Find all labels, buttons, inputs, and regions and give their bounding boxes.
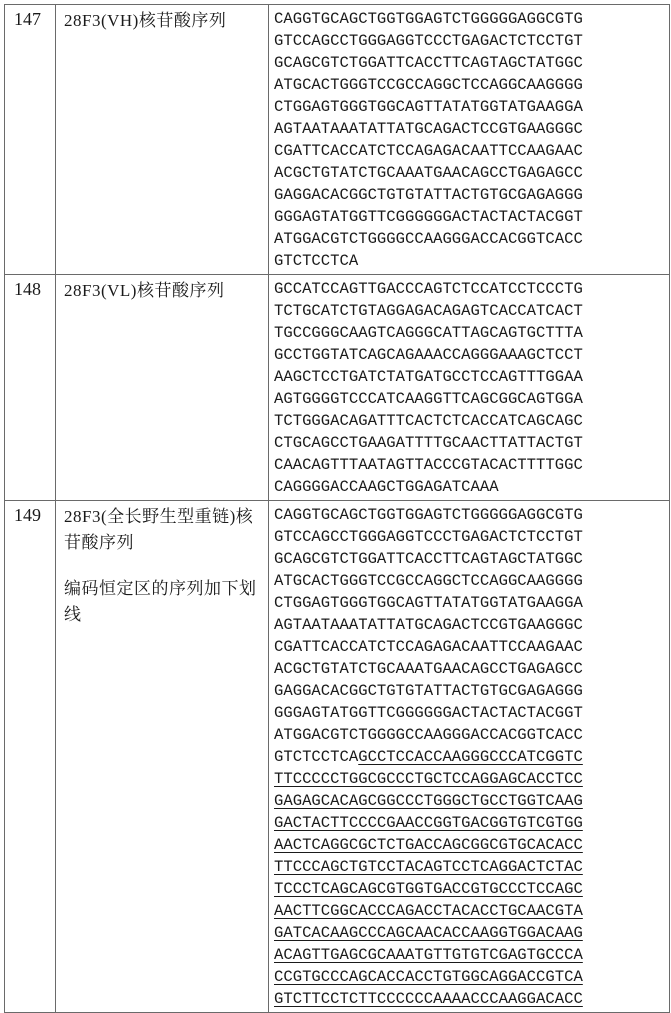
sequence-line [274,388,669,410]
sequence-text: ATGGACGTCTGGGGCCAAGGGACCACGGTCACC [274,230,583,248]
sequence-text: CAACAGTTTAATAGTTACCCGTACACTTTTGGC [274,456,583,474]
sequence-text: ACGCTGTATCTGCAAATGAACAGCCTGAGAGCC [274,660,583,678]
sequence-line [274,432,669,454]
table-row [5,275,670,501]
sequence-line [274,162,669,184]
sequence-line [274,900,669,922]
constant-region-sequence-text: ACAGTTGAGCGCAAATGTTGTGTCGAGTGCCCA [274,946,583,964]
sequence-line [274,8,669,30]
sequence-text: CAGGGGACCAAGCTGGAGATCAAA [274,478,499,496]
sequence-line [274,636,669,658]
sequence-line [274,680,669,702]
constant-region-sequence-text: GAGAGCACAGCGGCCCTGGGCTGCCTGGTCAAG [274,792,583,810]
sequence-text: ATGGACGTCTGGGGCCAAGGGACCACGGTCACC [274,726,583,744]
sequence-text: GCCATCCAGTTGACCCAGTCTCCATCCTCCCTG [274,280,583,298]
sequence-text: TCTGGGACAGATTTCACTCTCACCATCAGCAGC [274,412,583,430]
constant-region-sequence-text: TCCCTCAGCAGCGTGGTGACCGTGCCCTCCAGC [274,880,583,898]
sequence-line [274,746,669,768]
sequence-text: CTGGAGTGGGTGGCAGTTATATGGTATGAAGGA [274,594,583,612]
sequence-line [274,834,669,856]
sequence-line [274,988,669,1010]
sequence-line [274,52,669,74]
seq-id-number: 148 [5,275,56,501]
sequence-line [274,454,669,476]
sequence-text: CGATTCACCATCTCCAGAGACAATTCCAAGAAC [274,638,583,656]
constant-region-sequence-text: TTCCCAGCTGTCCTACAGTCCTCAGGACTCTAC [274,858,583,876]
sequence-line [274,410,669,432]
constant-region-sequence-text: AACTTCGGCACCCAGACCTACACCTGCAACGTA [274,902,583,920]
sequence-line [274,476,669,498]
sequence-line [274,702,669,724]
sequence-line [274,790,669,812]
sequence-line [274,96,669,118]
sequence-text: TGCCGGGCAAGTCAGGGCATTAGCAGTGCTTTA [274,324,583,342]
sequence-line [274,812,669,834]
sequence-line [274,614,669,636]
sequence-text: GAGGACACGGCTGTGTATTACTGTGCGAGAGGG [274,682,583,700]
sequence-description [56,275,269,501]
sequence-line [274,228,669,250]
sequence-line [274,30,669,52]
sequence-text: GGGAGTATGGTTCGGGGGGACTACTACTACGGT [274,704,583,722]
sequence-line [274,548,669,570]
constant-region-sequence-text: GTCTTCCTCTTCCCCCCAAAACCCAAGGACACC [274,990,583,1008]
sequence-line [274,118,669,140]
sequence-line [274,344,669,366]
sequence-text: CTGCAGCCTGAAGATTTTGCAACTTATTACTGT [274,434,583,452]
sequence-line [274,922,669,944]
sequence-text: GTCTCCTCA [274,252,359,270]
sequence-line [274,366,669,388]
nucleotide-sequence [269,5,670,275]
sequence-line [274,966,669,988]
constant-region-sequence-text: AACTCAGGCGCTCTGACCAGCGGCGTGCACACC [274,836,583,854]
sequence-text: ACGCTGTATCTGCAAATGAACAGCCTGAGAGCC [274,164,583,182]
constant-region-sequence-text: GATCACAAGCCCAGCAACACCAAGGTGGACAAG [274,924,583,942]
sequence-name: 28F3(全长野生型重链)核苷酸序列 [64,507,254,552]
sequence-line [274,322,669,344]
sequence-text: CGATTCACCATCTCCAGAGACAATTCCAAGAAC [274,142,583,160]
nucleotide-sequence [269,275,670,501]
table-row [5,501,670,1013]
sequence-line [274,504,669,526]
sequence-line [274,206,669,228]
sequence-text: ATGCACTGGGTCCGCCAGGCTCCAGGCAAGGGG [274,76,583,94]
seq-id-number: 149 [5,501,56,1013]
sequence-name: 28F3(VL)核苷酸序列 [64,281,225,300]
sequence-line [274,658,669,680]
sequence-text: GTCTCCTCA [274,748,359,766]
sequence-text: CAGGTGCAGCTGGTGGAGTCTGGGGGAGGCGTG [274,10,583,28]
sequence-line [274,526,669,548]
sequence-text: GGGAGTATGGTTCGGGGGGACTACTACTACGGT [274,208,583,226]
sequence-description [56,501,269,1013]
sequence-text: AGTAATAAATATTATGCAGACTCCGTGAAGGGC [274,616,583,634]
sequence-line [274,570,669,592]
sequence-text: GTCCAGCCTGGGAGGTCCCTGAGACTCTCCTGT [274,32,583,50]
seq-id-number: 147 [5,5,56,275]
sequence-line [274,856,669,878]
sequence-text: CAGGTGCAGCTGGTGGAGTCTGGGGGAGGCGTG [274,506,583,524]
sequence-line [274,250,669,272]
sequence-text: TCTGCATCTGTAGGAGACAGAGTCACCATCACT [274,302,583,320]
sequence-text: ATGCACTGGGTCCGCCAGGCTCCAGGCAAGGGG [274,572,583,590]
sequence-text: GTCCAGCCTGGGAGGTCCCTGAGACTCTCCTGT [274,528,583,546]
sequence-description [56,5,269,275]
sequence-line [274,140,669,162]
constant-region-sequence-text: GCCTCCACCAAGGGCCCATCGGTC [358,748,583,766]
sequence-text: AGTGGGGTCCCATCAAGGTTCAGCGGCAGTGGA [274,390,583,408]
sequence-text: GAGGACACGGCTGTGTATTACTGTGCGAGAGGG [274,186,583,204]
constant-region-sequence-text: GACTACTTCCCCGAACCGGTGACGGTGTCGTGG [274,814,583,832]
sequence-line [274,278,669,300]
sequence-table [4,4,670,1013]
sequence-text: AAGCTCCTGATCTATGATGCCTCCAGTTTGGAA [274,368,583,386]
constant-region-sequence-text: TTCCCCCTGGCGCCCTGCTCCAGGAGCACCTCC [274,770,583,788]
sequence-line [274,724,669,746]
sequence-line [274,184,669,206]
sequence-text: GCAGCGTCTGGATTCACCTTCAGTAGCTATGGC [274,550,583,568]
sequence-line [274,878,669,900]
nucleotide-sequence [269,501,670,1013]
table-row [5,5,670,275]
sequence-line [274,944,669,966]
sequence-text: AGTAATAAATATTATGCAGACTCCGTGAAGGGC [274,120,583,138]
sequence-line [274,74,669,96]
sequence-text: GCAGCGTCTGGATTCACCTTCAGTAGCTATGGC [274,54,583,72]
sequence-line [274,768,669,790]
sequence-text: GCCTGGTATCAGCAGAAACCAGGGAAAGCTCCT [274,346,583,364]
sequence-line [274,300,669,322]
sequence-name: 28F3(VH)核苷酸序列 [64,11,227,30]
sequence-note: 编码恒定区的序列加下划线 [64,579,257,624]
sequence-text: CTGGAGTGGGTGGCAGTTATATGGTATGAAGGA [274,98,583,116]
constant-region-sequence-text: CCGTGCCCAGCACCACCTGTGGCAGGACCGTCA [274,968,583,986]
sequence-line [274,592,669,614]
